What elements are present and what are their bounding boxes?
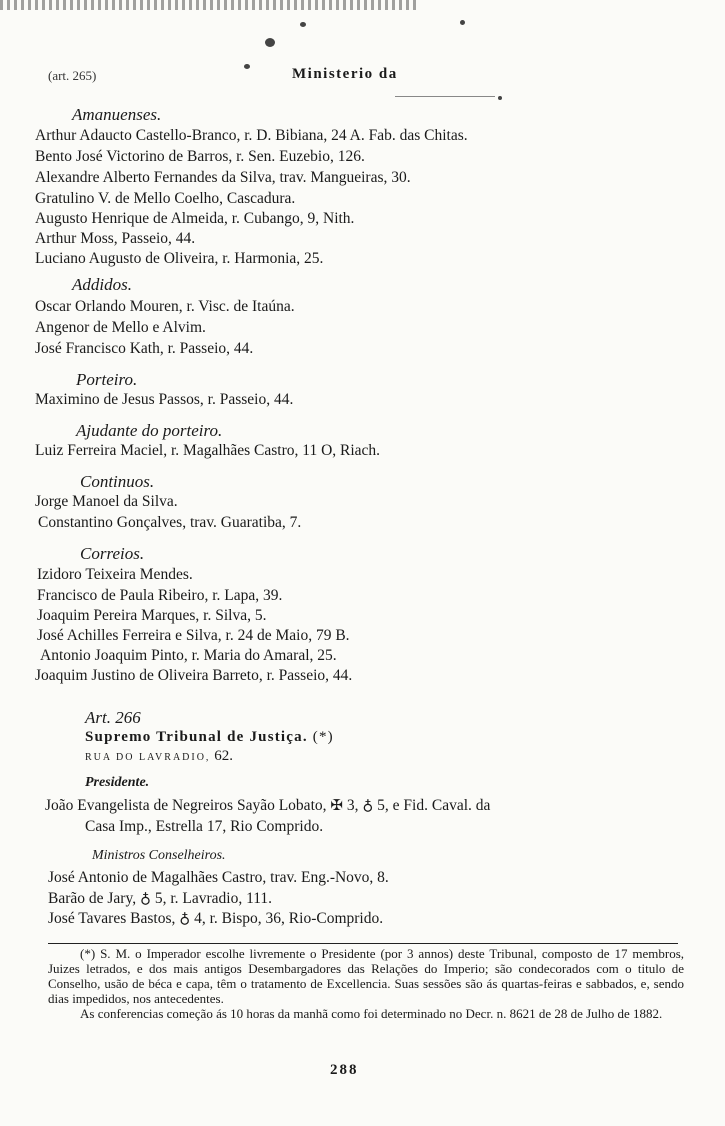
ink-speck <box>244 64 250 69</box>
order-rose-icon: ♁ <box>139 891 151 907</box>
footnote-rule <box>48 943 678 944</box>
list-item: Augusto Henrique de Almeida, r. Cubango, 9, Nith. <box>35 210 355 227</box>
list-item: Jorge Manoel da Silva. <box>35 493 178 510</box>
footnote-paragraph: As conferencias começão ás 10 horas da manhã como foi determinado no Decr. n. 8621 de 28 de Julho de 1882. <box>80 1006 663 1021</box>
article-number: Art. 266 <box>85 708 141 727</box>
presidente-cross-grade: 3, <box>346 797 359 814</box>
minister-address: 5, r. Lavradio, 111. <box>154 890 273 907</box>
list-item: Joaquim Justino de Oliveira Barreto, r. Passeio, 44. <box>35 667 353 684</box>
header-rule <box>395 96 495 97</box>
section-heading-presidente: Presidente. <box>85 775 150 790</box>
presidente-name: João Evangelista de Negreiros Sayão Lobato, <box>45 797 327 814</box>
article-title-text: Supremo Tribunal de Justiça. <box>85 729 308 745</box>
running-header-title: Ministerio da <box>292 66 398 82</box>
header-article-ref: (art. 265) <box>48 68 97 83</box>
minister-name: José Tavares Bastos, <box>48 910 176 927</box>
section-heading-correios: Correios. <box>80 544 145 563</box>
footnote-paragraph: (*) S. M. o Imperador escolhe livremente o Presidente (por 3 annos) deste Tribunal, composto de 17 membros, Juizes letrados, e dos mais antigos Desembargadores das Relações do Imperio; são condecorados com o titulo de Conselho, usão de béca e capa, têm o tratamento de Excellencia. Suas sessões são ás quartas-feiras e sabbados, e, sendo dias impedidos, nos antecedentes. <box>48 946 684 1006</box>
ink-speck <box>460 20 465 25</box>
order-cross-icon: ✠ <box>330 798 343 814</box>
list-item: Constantino Gonçalves, trav. Guaratiba, 7. <box>38 514 302 531</box>
presidente-honours: 5, e Fid. Caval. da <box>377 797 491 814</box>
top-edge-noise <box>0 0 420 10</box>
list-item: Arthur Adaucto Castello-Branco, r. D. Bibiana, 24 A. Fab. das Chitas. <box>35 127 468 144</box>
list-item: José Antonio de Magalhães Castro, trav. Eng.-Novo, 8. <box>48 869 389 886</box>
minister-name: Barão de Jary, <box>48 890 137 907</box>
list-item: Alexandre Alberto Fernandes da Silva, trav. Mangueiras, 30. <box>35 169 411 186</box>
list-item: Bento José Victorino de Barros, r. Sen. Euzebio, 126. <box>35 148 365 165</box>
list-item: Gratulino V. de Mello Coelho, Cascadura. <box>35 190 296 207</box>
footnote-marker: (*) <box>312 729 334 745</box>
section-heading-continuos: Continuos. <box>80 472 155 491</box>
ink-speck <box>265 38 275 47</box>
list-item: José Francisco Kath, r. Passeio, 44. <box>35 340 254 357</box>
street-number: 62. <box>214 748 233 764</box>
presidente-line-2: Casa Imp., Estrella 17, Rio Comprido. <box>85 818 324 835</box>
street-name: RUA DO LAVRADIO, <box>85 752 211 763</box>
list-item: Izidoro Teixeira Mendes. <box>37 566 193 583</box>
section-heading-porteiro: Porteiro. <box>76 370 138 389</box>
minister-address: 4, r. Bispo, 36, Rio-Comprido. <box>194 910 384 927</box>
list-item: Oscar Orlando Mouren, r. Visc. de Itaúna. <box>35 298 295 315</box>
list-item: Luiz Ferreira Maciel, r. Magalhães Castro, 11 O, Riach. <box>35 442 381 459</box>
list-item: José Achilles Ferreira e Silva, r. 24 de Maio, 79 B. <box>37 627 350 644</box>
page-number: 288 <box>330 1062 359 1078</box>
section-heading-ajudante: Ajudante do porteiro. <box>76 421 223 440</box>
list-item <box>48 909 383 928</box>
ink-speck <box>300 22 306 27</box>
section-heading-ministros: Ministros Conselheiros. <box>92 848 226 863</box>
ink-speck <box>498 96 502 100</box>
list-item: Maximino de Jesus Passos, r. Passeio, 44. <box>35 391 294 408</box>
section-heading-amanuenses: Amanuenses. <box>72 105 162 124</box>
order-rose-icon: ♁ <box>179 911 191 927</box>
presidente-line-1 <box>45 796 490 815</box>
footnote <box>48 946 684 1021</box>
list-item: Francisco de Paula Ribeiro, r. Lapa, 39. <box>37 587 283 604</box>
list-item: Antonio Joaquim Pinto, r. Maria do Amaral, 25. <box>40 647 337 664</box>
article-title <box>85 729 334 746</box>
list-item: Luciano Augusto de Oliveira, r. Harmonia, 25. <box>35 250 324 267</box>
order-rose-icon: ♁ <box>362 798 374 814</box>
list-item: Arthur Moss, Passeio, 44. <box>35 230 196 247</box>
list-item: Joaquim Pereira Marques, r. Silva, 5. <box>37 607 267 624</box>
article-address <box>85 748 233 765</box>
list-item <box>48 889 272 908</box>
section-heading-addidos: Addidos. <box>72 275 132 294</box>
list-item: Angenor de Mello e Alvim. <box>35 319 206 336</box>
